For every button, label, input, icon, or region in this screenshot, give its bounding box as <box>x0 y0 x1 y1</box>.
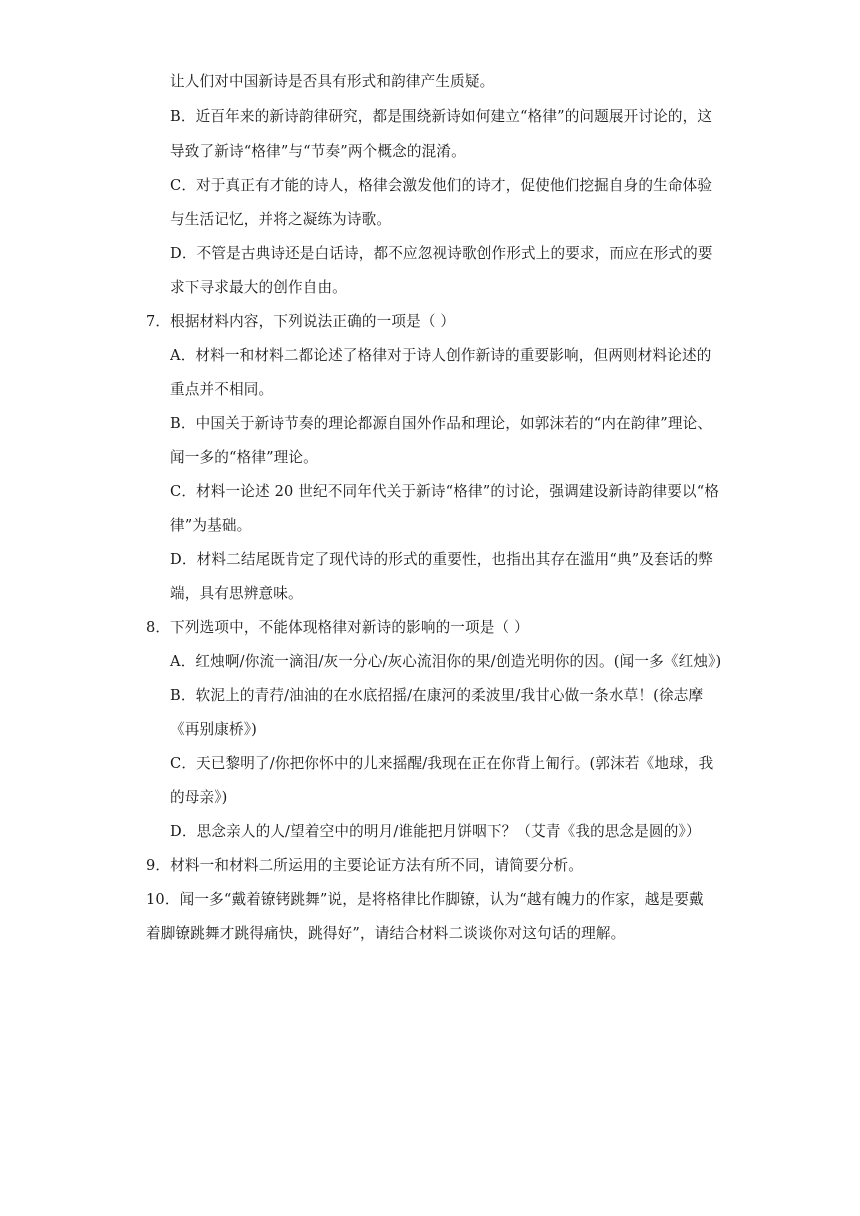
question-8: 8．下列选项中，不能体现格律对新诗的影响的一项是（ ） <box>146 619 529 636</box>
question-9: 9．材料一和材料二所运用的主要论证方法有所不同，请简要分析。 <box>146 857 584 874</box>
q7-option-c-line-2: 律”为基础。 <box>170 517 252 534</box>
q8-option-d: D．思念亲人的人/望着空中的明月/谁能把月饼咽下？（艾青《我的思念是圆的》） <box>170 823 701 840</box>
q7-option-d-line-1: D．材料二结尾既肯定了现代诗的形式的重要性，也指出其存在滥用“典”及套话的弊 <box>170 551 714 568</box>
q8-option-b-line-1: B．软泥上的青荇/油油的在水底招摇/在康河的柔波里/我甘心做一条水草！(徐志摩 <box>170 687 704 704</box>
option-b-line-1: B．近百年来的新诗韵律研究，都是围绕新诗如何建立“格律”的问题展开讨论的，这 <box>170 108 713 125</box>
option-d-line-1: D．不管是古典诗还是白话诗，都不应忽视诗歌创作形式上的要求，而应在形式的要 <box>170 245 713 262</box>
question-10-line-2: 着脚镣跳舞才跳得痛快，跳得好”，请结合材料二谈谈你对这句话的理解。 <box>146 925 626 942</box>
text-line: 让人们对中国新诗是否具有形式和韵律产生质疑。 <box>170 73 495 90</box>
q8-option-c-line-1: C．天已黎明了/你把你怀中的儿来摇醒/我现在正在你背上匍行。(郭沫若《地球，我 <box>170 755 714 772</box>
q7-option-d-line-2: 端，具有思辨意味。 <box>170 585 303 602</box>
option-d-line-2: 求下寻求最大的创作自由。 <box>170 279 347 296</box>
option-c-line-1: C．对于真正有才能的诗人，格律会激发他们的诗才，促使他们挖掘自身的生命体验 <box>170 177 713 194</box>
option-c-line-2: 与生活记忆，并将之凝练为诗歌。 <box>170 211 392 228</box>
q7-option-b-line-2: 闻一多的“格律”理论。 <box>170 449 318 466</box>
q8-option-b-line-2: 《再别康桥》) <box>170 721 258 738</box>
option-b-line-2: 导致了新诗“格律”与“节奏”两个概念的混淆。 <box>170 143 466 160</box>
q7-option-a-line-2: 重点并不相同。 <box>170 381 274 398</box>
question-10-line-1: 10．闻一多“戴着镣铐跳舞”说，是将格律比作脚镣，认为“越有魄力的作家，越是要戴 <box>146 891 704 908</box>
q7-option-c-line-1: C．材料一论述 20 世纪不同年代关于新诗“格律”的讨论，强调建设新诗韵律要以“格 <box>170 483 720 500</box>
question-7: 7．根据材料内容，下列说法正确的一项是（ ） <box>146 313 456 330</box>
q7-option-b-line-1: B．中国关于新诗节奏的理论都源自国外作品和理论，如郭沫若的“内在韵律”理论、 <box>170 415 713 432</box>
q8-option-a: A．红烛啊/你流一滴泪/灰一分心/灰心流泪你的果/创造光明你的因。(闻一多《红烛》) <box>170 653 722 670</box>
q8-option-c-line-2: 的母亲》) <box>170 789 228 806</box>
q7-option-a-line-1: A．材料一和材料二都论述了格律对于诗人创作新诗的重要影响，但两则材料论述的 <box>170 347 712 364</box>
